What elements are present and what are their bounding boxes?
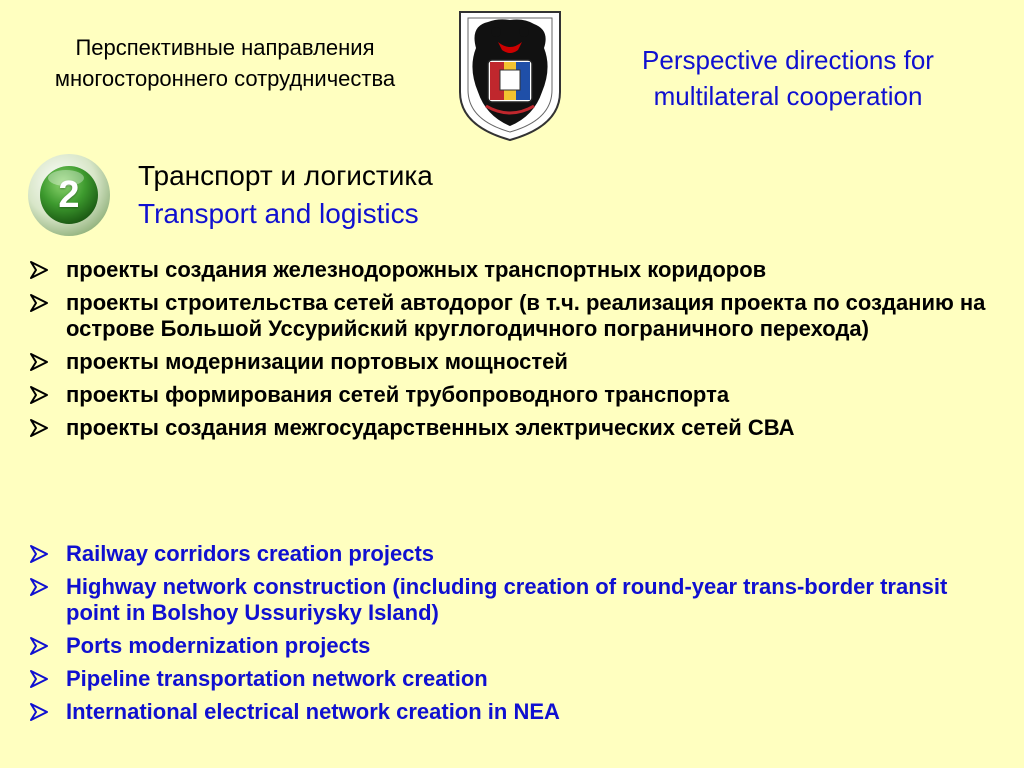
arrow-bullet-icon <box>28 292 50 314</box>
list-item <box>28 574 1003 626</box>
list-item-text: Ports modernization projects <box>66 633 371 658</box>
list-item-text: Railway corridors creation projects <box>66 541 435 566</box>
arrow-bullet-icon <box>28 668 50 690</box>
list-item <box>28 699 1003 725</box>
arrow-bullet-icon <box>28 351 50 373</box>
section-title-en: Transport and logistics <box>138 198 419 229</box>
list-item-text: Pipeline transportation network creation <box>66 666 488 691</box>
list-item <box>28 349 1003 375</box>
arrow-bullet-icon <box>28 543 50 565</box>
list-item <box>28 415 1003 441</box>
arrow-bullet-icon <box>28 417 50 439</box>
page-title-en: Perspective directions for multilateral cooperation <box>642 45 934 111</box>
arrow-bullet-icon <box>28 701 50 723</box>
arrow-bullet-icon <box>28 635 50 657</box>
bullet-list-en <box>28 541 1003 732</box>
list-item-text: International electrical network creation in NEA <box>66 699 560 724</box>
bullet-list-ru <box>28 257 1003 448</box>
coat-of-arms-icon <box>454 8 566 144</box>
arrow-bullet-icon <box>28 259 50 281</box>
list-item-text: Highway network construction (including creation of round-year trans-border transit point in Bolshoy Ussuriysky Island) <box>66 574 948 625</box>
section-title-ru: Транспорт и логистика <box>138 160 433 191</box>
list-item <box>28 257 1003 283</box>
list-item-text: проекты создания железнодорожных транспортных коридоров <box>66 257 767 282</box>
list-item-text: проекты модернизации портовых мощностей <box>66 349 568 374</box>
section-number: 2 <box>58 173 80 216</box>
list-item <box>28 666 1003 692</box>
list-item-text: проекты формирования сетей трубопроводного транспорта <box>66 382 730 407</box>
list-item <box>28 541 1003 567</box>
page-title-ru: Перспективные направления многостороннего сотрудничества <box>54 35 396 91</box>
list-item-text: проекты строительства сетей автодорог (в т.ч. реализация проекта по созданию на острове Большой Уссурийский круглогодичного пограничного перехода) <box>66 290 986 341</box>
list-item <box>28 633 1003 659</box>
list-item <box>28 290 1003 342</box>
list-item <box>28 382 1003 408</box>
list-item-text: проекты создания межгосударственных электрических сетей СВА <box>66 415 795 440</box>
arrow-bullet-icon <box>28 384 50 406</box>
arrow-bullet-icon <box>28 576 50 598</box>
